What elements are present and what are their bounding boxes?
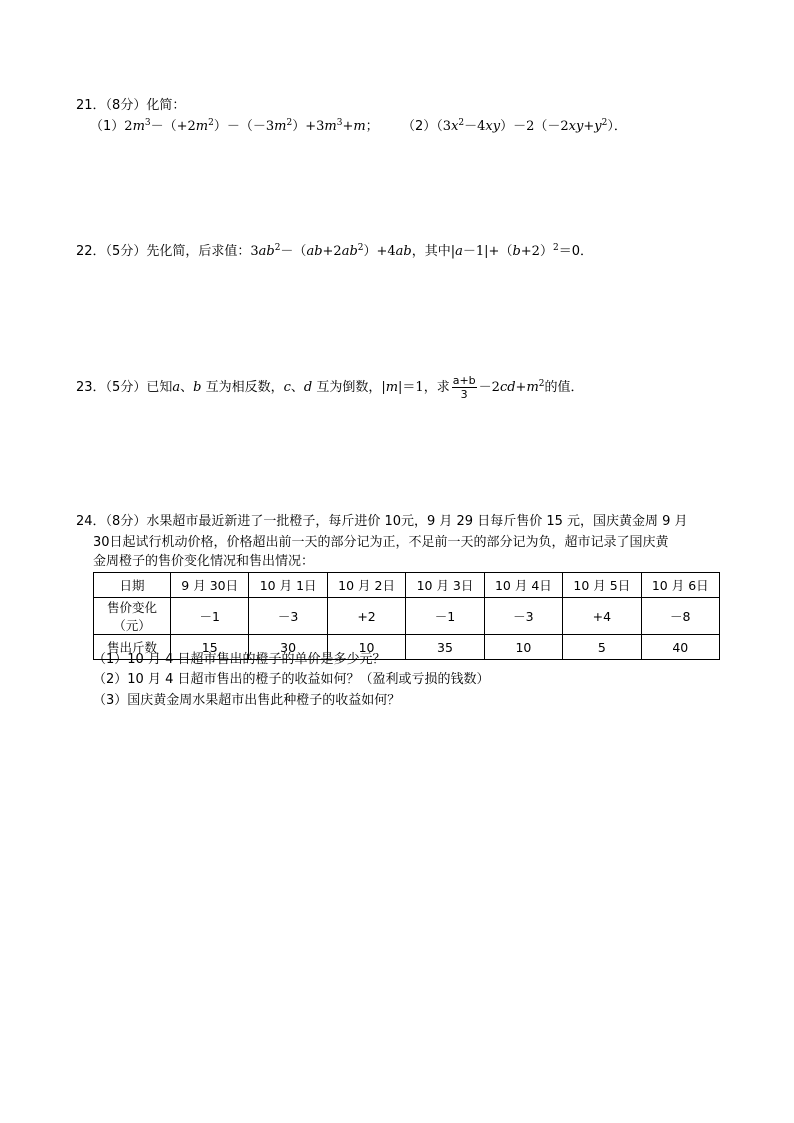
table-cell: 15: [171, 635, 249, 660]
table-cell: －3: [249, 598, 327, 635]
question-24-sub-2: （2）10 月 4 日超市售出的橙子的收益如何？（盈利或亏损的钱数）: [93, 672, 490, 687]
question-24-line-3: 金周橙子的售价变化情况和售出情况：: [93, 554, 315, 569]
table-cell: －8: [641, 598, 719, 635]
table-cell: 售价变化（元）: [94, 598, 171, 635]
table-cell: 5: [563, 635, 641, 660]
table-cell: 10: [484, 635, 562, 660]
sales-table: [93, 572, 720, 660]
question-21-part-2: $(2)(3x^2-4xy)-2(-2xy+y^2)$．: [402, 118, 627, 134]
table-header-cell: 10 月 6日: [641, 573, 719, 598]
table-header-row: [94, 573, 720, 598]
table-header-cell: 10 月 2日: [327, 573, 405, 598]
table-cell: －1: [406, 598, 484, 635]
table-cell: 35: [406, 635, 484, 660]
table-cell: －3: [484, 598, 562, 635]
table-cell: +4: [563, 598, 641, 635]
question-21-title: 21．（8分）化简：: [76, 98, 186, 113]
table-cell: －1: [171, 598, 249, 635]
table-cell: 10: [327, 635, 405, 660]
table-header-cell: 10 月 5日: [563, 573, 641, 598]
table-cell: 售出斤数: [94, 635, 171, 660]
table-cell: 30: [249, 635, 327, 660]
question-23: 23．（5分）已知a、b 互为相反数，c、d 互为倒数，|m|＝1，求 $\frac{a+b}{3}$ $-2cd+m^2$的值．: [76, 374, 584, 401]
question-24-line-1: 24．（8分）水果超市最近新进了一批橙子，每斤进价 10元，9 月 29 日每斤售价 15 元，国庆黄金周 9 月: [76, 514, 688, 529]
table-header-cell: 10 月 3日: [406, 573, 484, 598]
table-row: [94, 598, 720, 635]
table-cell: +2: [327, 598, 405, 635]
table-cell: 40: [641, 635, 719, 660]
table-header-cell: 9 月 30日: [171, 573, 249, 598]
table-header-cell: 10 月 1日: [249, 573, 327, 598]
table-header-cell: 日期: [94, 573, 171, 598]
question-22: 22．（5分）先化简，后求值：$3ab^2-(ab+2ab^2)+4ab$，其中$|a-1|+(b+2)^2=0$．: [76, 243, 593, 259]
question-24-sub-3: （3）国庆黄金周水果超市出售此种橙子的收益如何？: [93, 693, 401, 708]
question-24-sub-1: （1）10 月 4 日超市售出的橙子的单价是多少元？: [93, 652, 386, 667]
question-24-line-2: 30日起试行机动价格，价格超出前一天的部分记为正，不足前一天的部分记为负，超市记录了国庆黄: [93, 535, 669, 550]
question-21-part-1: $(1)2m^3-(+2m^2)-(-3m^2)+3m^3+m$；: [90, 118, 379, 134]
fraction: $\frac{a+b}{3}$: [452, 374, 476, 401]
table-header-cell: 10 月 4日: [484, 573, 562, 598]
